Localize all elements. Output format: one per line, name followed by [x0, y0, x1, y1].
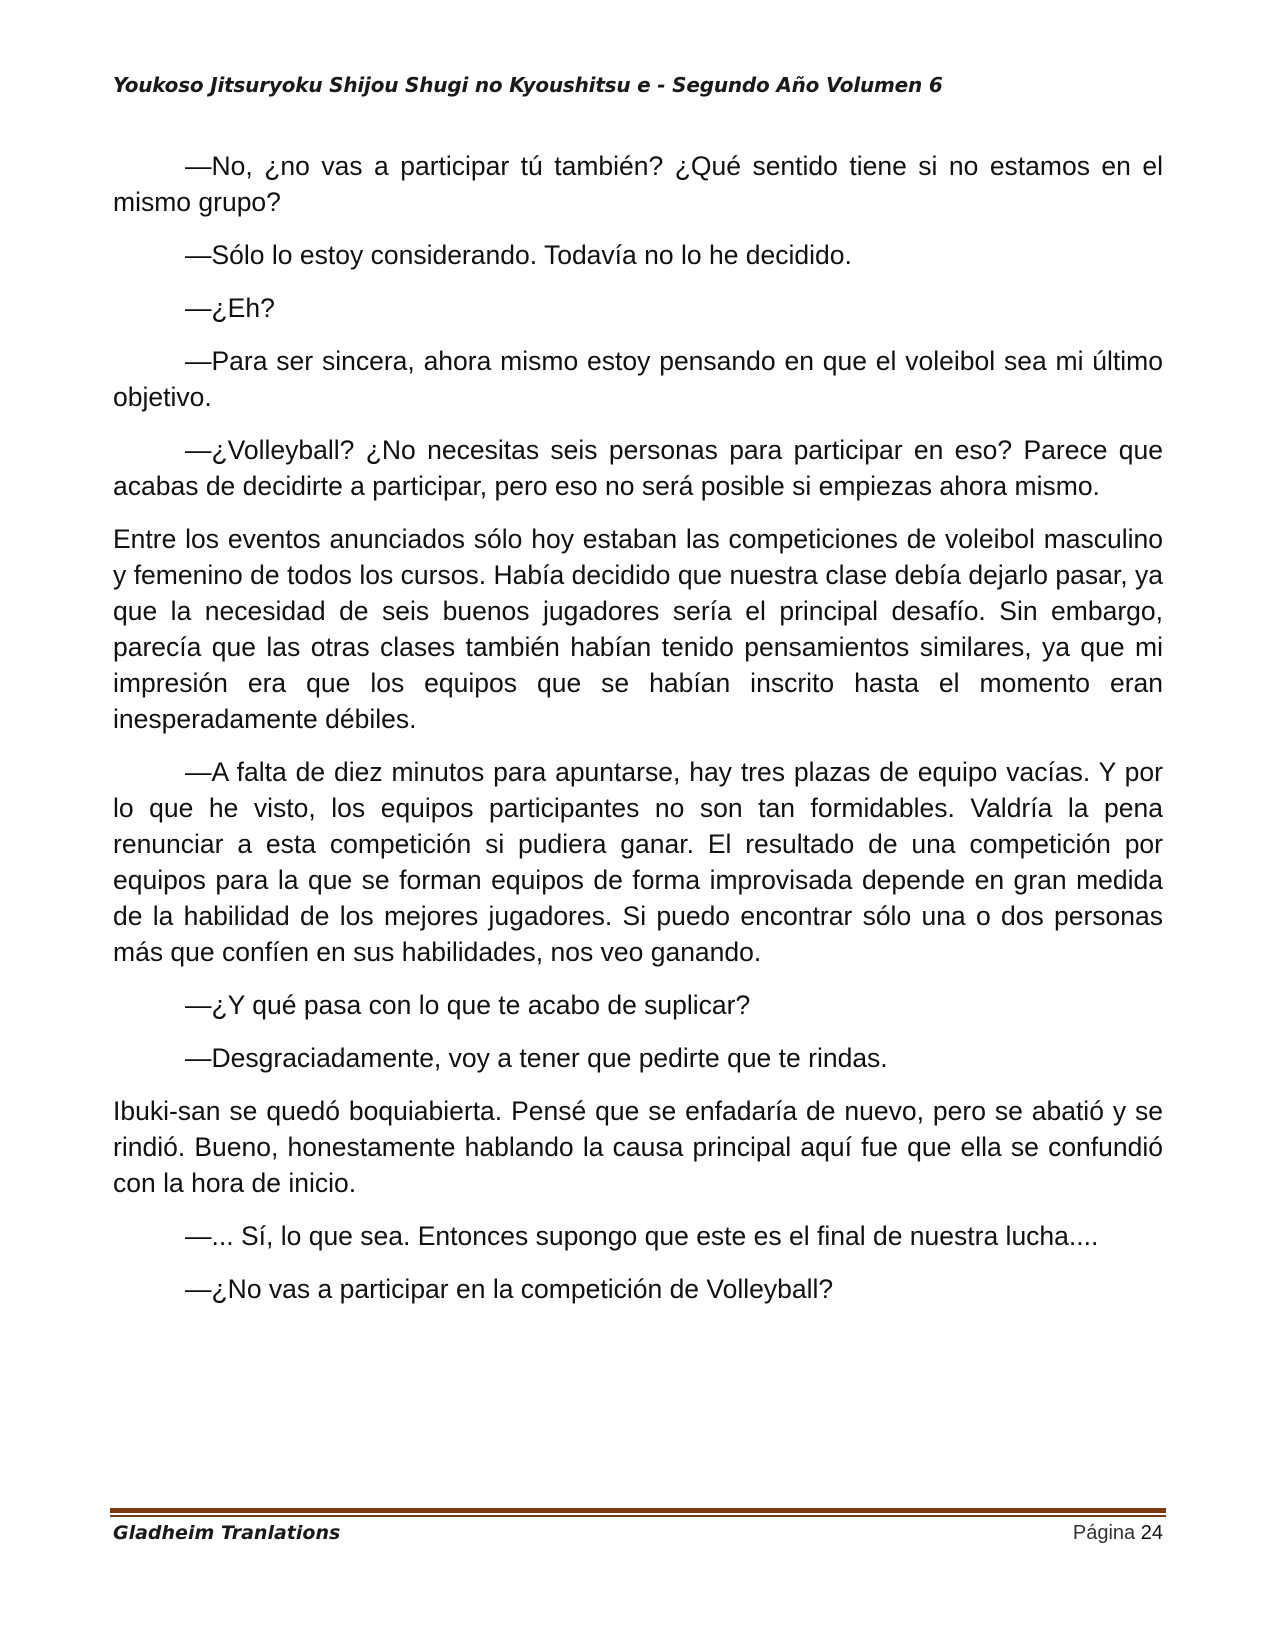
page-number-label [1073, 1522, 1163, 1545]
page-label: Página [1072, 1522, 1136, 1544]
paragraph: —Desgraciadamente, voy a tener que pedirte que te rindas. [185, 1043, 888, 1073]
page-header-title: Youkoso Jitsuryoku Shijou Shugi no Kyoushitsu e - Segundo Año Volumen 6 [113, 73, 943, 97]
paragraph: —¿No vas a participar en la competición de Volleyball? [185, 1274, 834, 1304]
paragraph: —A falta de diez minutos para apuntarse, hay tres plazas de equipo vacías. Y por lo que he visto, los equipos participantes no son tan formidables. Valdría la pena renunciar a esta competición si pudiera ganar. El resultado de una competición por equipos para la que se forman equipos de forma improvisada depende en gran medida de la habilidad de los mejores jugadores. Si puedo encontrar sólo una o dos personas más que confíen en sus habilidades, nos veo ganando. [113, 757, 1163, 967]
paragraph: —¿Volleyball? ¿No necesitas seis personas para participar en eso? Parece que acabas de decidirte a participar, pero eso no será posible si empiezas ahora mismo. [113, 435, 1163, 501]
footer-divider [110, 1508, 1166, 1517]
paragraph: —... Sí, lo que sea. Entonces supongo que este es el final de nuestra lucha.... [185, 1221, 1099, 1251]
paragraph: —Para ser sincera, ahora mismo estoy pensando en que el voleibol sea mi último objetivo. [113, 346, 1163, 412]
body-text [113, 148, 1163, 1324]
paragraph: Ibuki-san se quedó boquiabierta. Pensé que se enfadaría de nuevo, pero se abatió y se rindió. Bueno, honestamente hablando la causa principal aquí fue que ella se confundió con la hora de inicio. [113, 1096, 1163, 1198]
footer-credit: Gladheim Tranlations [113, 1522, 341, 1544]
paragraph: —¿Y qué pasa con lo que te acabo de suplicar? [185, 990, 751, 1020]
paragraph: Entre los eventos anunciados sólo hoy estaban las competiciones de voleibol masculino y femenino de todos los cursos. Había decidido que nuestra clase debía dejarlo pasar, ya que la necesidad de seis buenos jugadores sería el principal desafío. Sin embargo, parecía que las otras clases también habían tenido pensamientos similares, ya que mi impresión era que los equipos que se habían inscrito hasta el momento eran inesperadamente débiles. [113, 524, 1163, 734]
page-number: 24 [1140, 1522, 1163, 1544]
paragraph: —No, ¿no vas a participar tú también? ¿Qué sentido tiene si no estamos en el mismo grupo? [113, 151, 1163, 217]
paragraph: —Sólo lo estoy considerando. Todavía no lo he decidido. [185, 240, 852, 270]
paragraph: —¿Eh? [185, 293, 275, 323]
